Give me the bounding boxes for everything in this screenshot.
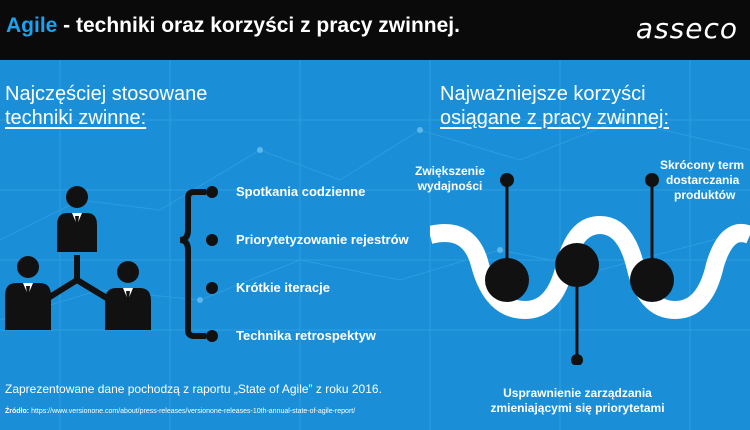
benefit-priorities-line2: zmieniającymi się priorytetami — [490, 401, 665, 415]
benefit-efficiency — [405, 164, 495, 194]
benefits-heading — [440, 82, 740, 130]
benefit-efficiency-line1: Zwiększenie — [414, 164, 486, 178]
techniques-bracket — [180, 180, 230, 350]
source-url-label: Źródło: — [5, 408, 30, 415]
benefit-delivery-line2: dostarczania — [666, 173, 740, 187]
source-url[interactable]: https://www.versionone.com/about/press-releases/versionone-releases-10th-annual-state-of-agile-report/ — [31, 408, 356, 415]
benefit-delivery-line1: Skrócony term — [660, 158, 745, 172]
benefit-priorities — [455, 386, 700, 416]
page-title — [6, 14, 460, 38]
source-note: Zaprezentowane dane pochodzą z raportu „State of Agile” z roku 2016. — [5, 382, 382, 396]
benefit-delivery-line3: produktów — [674, 188, 736, 202]
technique-item: Priorytetyzowanie rejestrów — [236, 232, 409, 247]
benefits-heading-line2: osiągane z pracy zwinnej: — [440, 107, 670, 129]
people-hierarchy-icon — [0, 180, 175, 340]
technique-item: Krótkie iteracje — [236, 280, 330, 295]
technique-item: Spotkania codzienne — [236, 184, 366, 199]
benefit-efficiency-line2: wydajności — [417, 179, 483, 193]
asseco-logo: asseco — [635, 12, 738, 45]
header-bar — [0, 0, 750, 60]
title-accent: Agile — [6, 14, 58, 37]
techniques-heading — [5, 82, 265, 130]
title-rest: - techniki oraz korzyści z pracy zwinnej. — [57, 14, 460, 37]
technique-item: Technika retrospektyw — [236, 328, 376, 343]
techniques-heading-line1: Najczęściej stosowane — [5, 83, 208, 105]
benefit-priorities-line1: Usprawnienie zarządzania — [503, 386, 652, 400]
techniques-heading-line2: techniki zwinne: — [5, 107, 147, 129]
benefit-delivery — [660, 158, 750, 203]
benefits-heading-line1: Najważniejsze korzyści — [440, 83, 646, 105]
source-url-line — [5, 408, 355, 415]
